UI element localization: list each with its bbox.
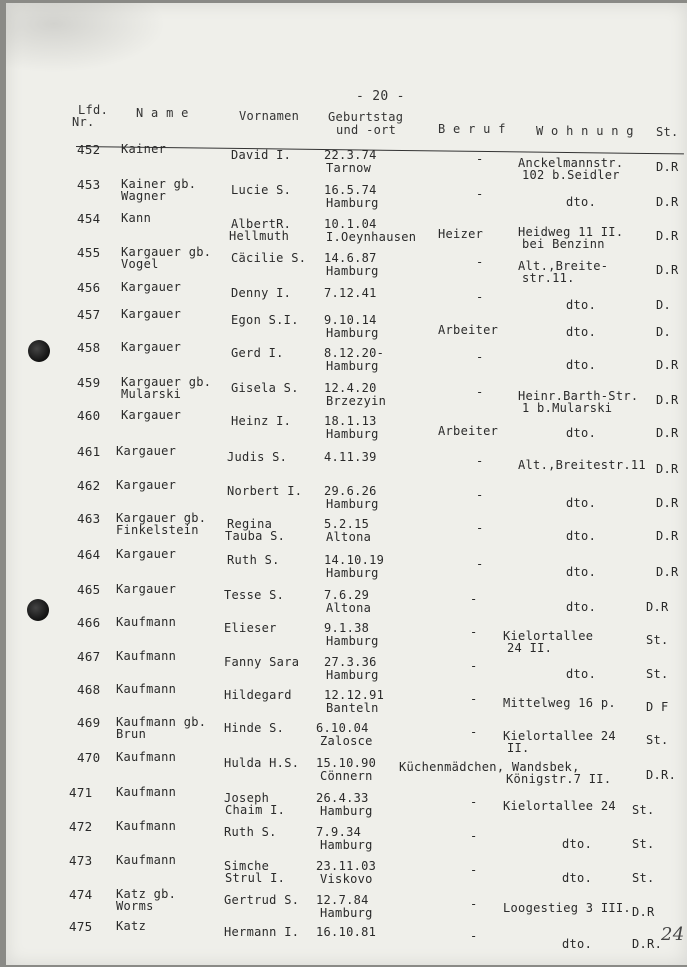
entry-dash: -	[476, 152, 484, 166]
entry-address-line2: str.11.	[522, 271, 575, 285]
entry-birth-date: 29.6.26	[324, 484, 377, 498]
entry-surname: Kargauer	[116, 444, 177, 458]
entry-surname: Kainer	[121, 142, 167, 156]
entry-surname: Kaufmann	[116, 750, 177, 764]
entry-surname-line2: Vogel	[121, 257, 159, 271]
entry-birth-date: 26.4.33	[316, 791, 369, 805]
entry-address: Loogestieg 3 III.	[503, 901, 631, 915]
entry-birth-place: Hamburg	[326, 668, 379, 682]
entry-first-name: Cäcilie S.	[231, 251, 307, 265]
entry-first-name: Denny I.	[231, 286, 292, 300]
entry-status: D.R	[656, 426, 679, 440]
entry-dash: -	[470, 625, 478, 639]
entry-dash: -	[476, 255, 484, 269]
entry-status: D.R	[656, 195, 679, 209]
entry-first-name-line2: Hellmuth	[229, 229, 290, 243]
entry-address: dto.	[566, 667, 597, 681]
entry-birth-date: 7.6.29	[324, 588, 370, 602]
entry-surname: Kargauer	[121, 307, 182, 321]
entry-status: D.R	[656, 229, 679, 243]
entry-number: 466	[77, 615, 101, 630]
header-nr: Nr.	[72, 115, 95, 129]
header-st: St.	[656, 125, 679, 139]
entry-birth-date: 15.10.90	[316, 756, 377, 770]
punch-hole-bottom	[27, 599, 49, 621]
entry-address: dto.	[566, 358, 597, 372]
entry-address: dto.	[566, 426, 597, 440]
entry-number: 452	[77, 142, 101, 157]
entry-dash: -	[476, 350, 484, 364]
entry-surname: Kaufmann	[116, 649, 177, 663]
entry-surname: Kargauer gb.	[116, 511, 207, 525]
entry-surname: Kaufmann	[116, 615, 177, 629]
entry-surname-line2: Finkelstein	[116, 523, 199, 537]
entry-surname: Kargauer gb.	[121, 375, 212, 389]
entry-birth-place: Zalosce	[320, 734, 373, 748]
entry-address: Heidweg 11 II.	[518, 225, 624, 239]
entry-address: Kielortallee 24	[503, 799, 616, 813]
entry-address: dto.	[566, 600, 597, 614]
entry-surname: Kann	[121, 211, 152, 225]
entry-number: 471	[69, 785, 93, 800]
handwritten-page-number: 24	[661, 924, 685, 945]
entry-birth-date: 9.1.38	[324, 621, 370, 635]
entry-address: dto.	[562, 837, 593, 851]
entry-first-name: Norbert I.	[227, 484, 303, 498]
entry-birth-date: 6.10.04	[316, 721, 369, 735]
header-und-ort: und -ort	[336, 123, 397, 137]
entry-surname: Kaufmann	[116, 853, 177, 867]
entry-address: Mittelweg 16 p.	[503, 696, 616, 710]
entry-first-name-line2: Strul I.	[225, 871, 286, 885]
entry-address: dto.	[562, 871, 593, 885]
entry-first-name: Lucie S.	[231, 183, 292, 197]
entry-number: 454	[77, 211, 101, 226]
entry-status: St.	[646, 667, 669, 681]
header-vornamen: Vornamen	[239, 109, 300, 123]
entry-address-line2: bei Benzinn	[522, 237, 605, 251]
document-page	[6, 3, 687, 965]
entry-birth-date: 7.12.41	[324, 286, 377, 300]
entry-status: D.R.	[632, 937, 663, 951]
entry-dash: -	[476, 454, 484, 468]
entry-birth-date: 4.11.39	[324, 450, 377, 464]
entry-birth-place: Hamburg	[326, 359, 379, 373]
entry-status: St.	[646, 633, 669, 647]
entry-first-name: Simche	[224, 859, 270, 873]
entry-surname: Kargauer	[121, 280, 182, 294]
header-name: N a m e	[136, 106, 189, 120]
entry-number: 457	[77, 307, 101, 322]
entry-first-name: Hulda H.S.	[224, 756, 300, 770]
entry-number: 459	[77, 375, 101, 390]
entry-number: 464	[77, 547, 101, 562]
entry-address: dto.	[566, 496, 597, 510]
entry-birth-place: Brzezyin	[326, 394, 387, 408]
entry-birth-place: Altona	[326, 530, 372, 544]
entry-first-name: Regina	[227, 517, 273, 531]
entry-birth-date: 12.12.91	[324, 688, 385, 702]
header-beruf: B e r u f	[438, 122, 506, 136]
entry-address: dto.	[562, 937, 593, 951]
entry-first-name-line2: Chaim I.	[225, 803, 286, 817]
entry-status: St.	[632, 837, 655, 851]
entry-occupation: Heizer	[438, 227, 484, 241]
entry-surname: Kargauer	[121, 408, 182, 422]
entry-status: D.R	[656, 358, 679, 372]
entry-surname: Kargauer	[116, 547, 177, 561]
entry-number: 463	[77, 511, 101, 526]
entry-status: D.R	[656, 529, 679, 543]
entry-number: 455	[77, 245, 101, 260]
entry-status: D.R	[656, 263, 679, 277]
entry-birth-place: Hamburg	[326, 566, 379, 580]
entry-birth-date: 12.7.84	[316, 893, 369, 907]
entry-number: 470	[77, 750, 101, 765]
entry-first-name: Fanny Sara	[224, 655, 300, 669]
entry-surname-line2: Wagner	[121, 189, 167, 203]
entry-surname: Kargauer	[121, 340, 182, 354]
entry-number: 453	[77, 177, 101, 192]
entry-number: 456	[77, 280, 101, 295]
entry-dash: -	[476, 557, 484, 571]
entry-first-name: Gisela S.	[231, 381, 299, 395]
entry-status: D.	[656, 298, 672, 312]
entry-dash: -	[476, 290, 484, 304]
entry-number: 468	[77, 682, 101, 697]
entry-address-line2: II.	[507, 741, 530, 755]
entry-first-name: Egon S.I.	[231, 313, 299, 327]
entry-address-line2: 1 b.Mularski	[522, 401, 613, 415]
entry-dash: -	[470, 692, 478, 706]
entry-occupation: Arbeiter	[438, 424, 499, 438]
entry-number: 475	[69, 919, 93, 934]
entry-birth-date: 22.3.74	[324, 148, 377, 162]
entry-first-name: Judis S.	[227, 450, 288, 464]
entry-surname: Kaufmann gb.	[116, 715, 207, 729]
entry-dash: -	[470, 592, 478, 606]
entry-address: dto.	[566, 529, 597, 543]
entry-address-line2: 24 II.	[507, 641, 553, 655]
entry-birth-place: I.Oeynhausen	[326, 230, 417, 244]
entry-occupation: Arbeiter	[438, 323, 499, 337]
entry-address: dto.	[566, 298, 597, 312]
entry-birth-date: 16.5.74	[324, 183, 377, 197]
entry-number: 460	[77, 408, 101, 423]
entry-number: 469	[77, 715, 101, 730]
entry-number: 462	[77, 478, 101, 493]
entry-address: Kielortallee	[503, 629, 594, 643]
entry-birth-place: Altona	[326, 601, 372, 615]
entry-dash: -	[470, 829, 478, 843]
entry-birth-place: Hamburg	[320, 838, 373, 852]
entry-birth-place: Hamburg	[320, 804, 373, 818]
entry-birth-date: 8.12.20-	[324, 346, 385, 360]
entry-surname-line2: Worms	[116, 899, 154, 913]
entry-status: D.R	[632, 905, 655, 919]
entry-dash: -	[470, 795, 478, 809]
header-lfd: Lfd.	[78, 103, 109, 117]
entry-status: St.	[646, 733, 669, 747]
entry-surname: Katz	[116, 919, 147, 933]
entry-address: Alt.,Breite-	[518, 259, 609, 273]
entry-birth-place: Banteln	[326, 701, 379, 715]
entry-dash: -	[476, 187, 484, 201]
entry-birth-date: 23.11.03	[316, 859, 377, 873]
entry-birth-date: 9.10.14	[324, 313, 377, 327]
entry-first-name: AlbertR.	[231, 217, 292, 231]
entry-occupation: Küchenmädchen, Wandsbek,	[399, 760, 580, 774]
entry-status: D.R	[656, 160, 679, 174]
punch-hole-top	[28, 340, 50, 362]
entry-dash: -	[470, 897, 478, 911]
entry-birth-place: Hamburg	[326, 196, 379, 210]
entry-first-name: Tesse S.	[224, 588, 285, 602]
entry-number: 458	[77, 340, 101, 355]
entry-first-name: Heinz I.	[231, 414, 292, 428]
entry-surname: Katz gb.	[116, 887, 177, 901]
entry-first-name: Ruth S.	[224, 825, 277, 839]
entry-birth-date: 14.10.19	[324, 553, 385, 567]
entry-dash: -	[470, 863, 478, 877]
entry-birth-date: 27.3.36	[324, 655, 377, 669]
entry-birth-place: Hamburg	[326, 497, 379, 511]
entry-birth-date: 7.9.34	[316, 825, 362, 839]
entry-status: St.	[632, 871, 655, 885]
entry-address-line2: 102 b.Seidler	[522, 168, 620, 182]
entry-first-name: David I.	[231, 148, 292, 162]
entry-address: Heinr.Barth-Str.	[518, 389, 639, 403]
entry-first-name: Gerd I.	[231, 346, 284, 360]
entry-surname-line2: Brun	[116, 727, 147, 741]
entry-status: St.	[632, 803, 655, 817]
entry-status: D.	[656, 325, 672, 339]
entry-first-name: Hermann I.	[224, 925, 300, 939]
entry-birth-place: Tarnow	[326, 161, 372, 175]
entry-address: dto.	[566, 195, 597, 209]
entry-birth-place: Hamburg	[326, 326, 379, 340]
entry-birth-date: 10.1.04	[324, 217, 377, 231]
entry-address: dto.	[566, 565, 597, 579]
entry-birth-place: Cönnern	[320, 769, 373, 783]
entry-number: 461	[77, 444, 101, 459]
entry-address: dto.	[566, 325, 597, 339]
entry-number: 473	[69, 853, 93, 868]
entry-dash: -	[476, 488, 484, 502]
entry-surname: Kaufmann	[116, 819, 177, 833]
entry-first-name: Elieser	[224, 621, 277, 635]
entry-birth-date: 5.2.15	[324, 517, 370, 531]
entry-dash: -	[470, 659, 478, 673]
entry-address: Alt.,Breitestr.11	[518, 458, 646, 472]
entry-surname: Kainer gb.	[121, 177, 197, 191]
entry-number: 465	[77, 582, 101, 597]
entry-first-name: Hildegard	[224, 688, 292, 702]
entry-status: D F	[646, 700, 669, 714]
entry-dash: -	[476, 521, 484, 535]
entry-status: D.R	[656, 462, 679, 476]
entry-occupation-line2: Königstr.7 II.	[506, 772, 612, 786]
entry-first-name: Hinde S.	[224, 721, 285, 735]
entry-number: 472	[69, 819, 93, 834]
entry-surname: Kargauer	[116, 478, 177, 492]
entry-birth-date: 16.10.81	[316, 925, 377, 939]
entry-first-name: Gertrud S.	[224, 893, 300, 907]
entry-address: Kielortallee 24	[503, 729, 616, 743]
entry-status: D.R.	[646, 768, 677, 782]
header-rule	[76, 146, 684, 154]
entry-surname: Kargauer gb.	[121, 245, 212, 259]
entry-birth-place: Hamburg	[326, 264, 379, 278]
entry-birth-place: Viskovo	[320, 872, 373, 886]
entry-status: D.R	[656, 565, 679, 579]
entry-dash: -	[470, 725, 478, 739]
entry-first-name: Joseph	[224, 791, 270, 805]
entry-address: Anckelmannstr.	[518, 156, 624, 170]
entry-status: D.R	[656, 496, 679, 510]
entry-surname: Kaufmann	[116, 785, 177, 799]
entry-surname-line2: Mularski	[121, 387, 182, 401]
entry-dash: -	[476, 385, 484, 399]
entry-birth-place: Hamburg	[326, 634, 379, 648]
entry-birth-place: Hamburg	[326, 427, 379, 441]
entry-surname: Kargauer	[116, 582, 177, 596]
entry-dash: -	[470, 929, 478, 943]
page-number: - 20 -	[356, 89, 405, 104]
entry-first-name: Ruth S.	[227, 553, 280, 567]
entry-birth-date: 14.6.87	[324, 251, 377, 265]
header-wohnung: W o h n u n g	[536, 124, 634, 138]
entry-number: 474	[69, 887, 93, 902]
header-geburtstag: Geburtstag	[328, 110, 404, 124]
entry-birth-date: 12.4.20	[324, 381, 377, 395]
entry-status: D.R	[646, 600, 669, 614]
entry-surname: Kaufmann	[116, 682, 177, 696]
entry-birth-place: Hamburg	[320, 906, 373, 920]
entry-status: D.R	[656, 393, 679, 407]
entry-number: 467	[77, 649, 101, 664]
entry-birth-date: 18.1.13	[324, 414, 377, 428]
entry-first-name-line2: Tauba S.	[225, 529, 286, 543]
